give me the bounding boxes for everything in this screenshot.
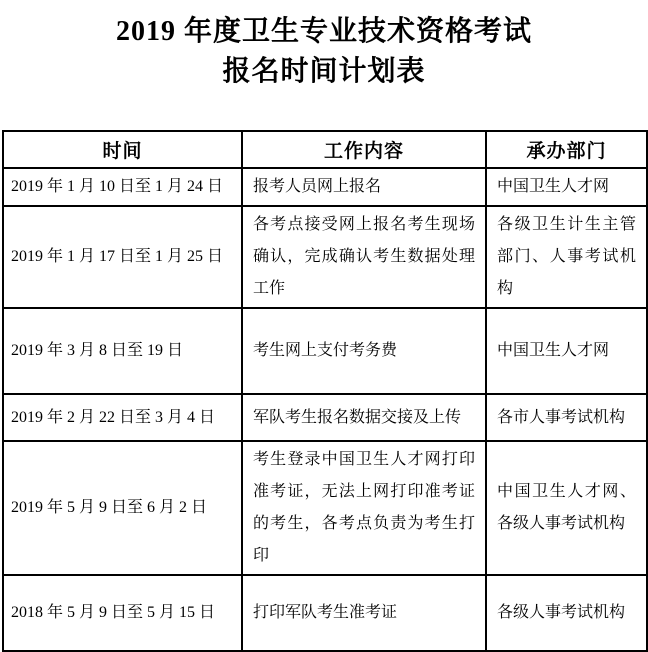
cell-task: 各考点接受网上报名考生现场确认，完成确认考生数据处理工作 bbox=[242, 206, 486, 308]
cell-department: 各级卫生计生主管部门、人事考试机构 bbox=[486, 206, 647, 308]
table-row bbox=[3, 168, 647, 206]
cell-time: 2019 年 5 月 9 日至 6 月 2 日 bbox=[3, 441, 242, 575]
table-header-task: 工作内容 bbox=[242, 131, 486, 168]
cell-department: 中国卫生人才网 bbox=[486, 168, 647, 206]
cell-time: 2019 年 3 月 8 日至 19 日 bbox=[3, 308, 242, 394]
cell-department: 中国卫生人才网、各级人事考试机构 bbox=[486, 441, 647, 575]
table-row bbox=[3, 308, 647, 394]
schedule-table bbox=[2, 130, 648, 652]
cell-task: 考生登录中国卫生人才网打印准考证，无法上网打印准考证的考生，各考点负责为考生打印 bbox=[242, 441, 486, 575]
cell-task: 报考人员网上报名 bbox=[242, 168, 486, 206]
table-row bbox=[3, 206, 647, 308]
table-header-row bbox=[3, 131, 647, 168]
cell-task: 军队考生报名数据交接及上传 bbox=[242, 394, 486, 441]
table-header-time: 时间 bbox=[3, 131, 242, 168]
table-row bbox=[3, 575, 647, 651]
table-row bbox=[3, 441, 647, 575]
document-title bbox=[0, 0, 648, 92]
cell-task: 打印军队考生准考证 bbox=[242, 575, 486, 651]
cell-time: 2019 年 2 月 22 日至 3 月 4 日 bbox=[3, 394, 242, 441]
table-header-department: 承办部门 bbox=[486, 131, 647, 168]
document-title-line1: 2019 年度卫生专业技术资格考试 bbox=[115, 16, 532, 47]
cell-time: 2018 年 5 月 9 日至 5 月 15 日 bbox=[3, 575, 242, 651]
table-row bbox=[3, 394, 647, 441]
cell-department: 各市人事考试机构 bbox=[486, 394, 647, 441]
cell-task: 考生网上支付考务费 bbox=[242, 308, 486, 394]
document-title-line2: 报名时间计划表 bbox=[222, 56, 426, 87]
cell-time: 2019 年 1 月 10 日至 1 月 24 日 bbox=[3, 168, 242, 206]
cell-time: 2019 年 1 月 17 日至 1 月 25 日 bbox=[3, 206, 242, 308]
cell-department: 各级人事考试机构 bbox=[486, 575, 647, 651]
cell-department: 中国卫生人才网 bbox=[486, 308, 647, 394]
